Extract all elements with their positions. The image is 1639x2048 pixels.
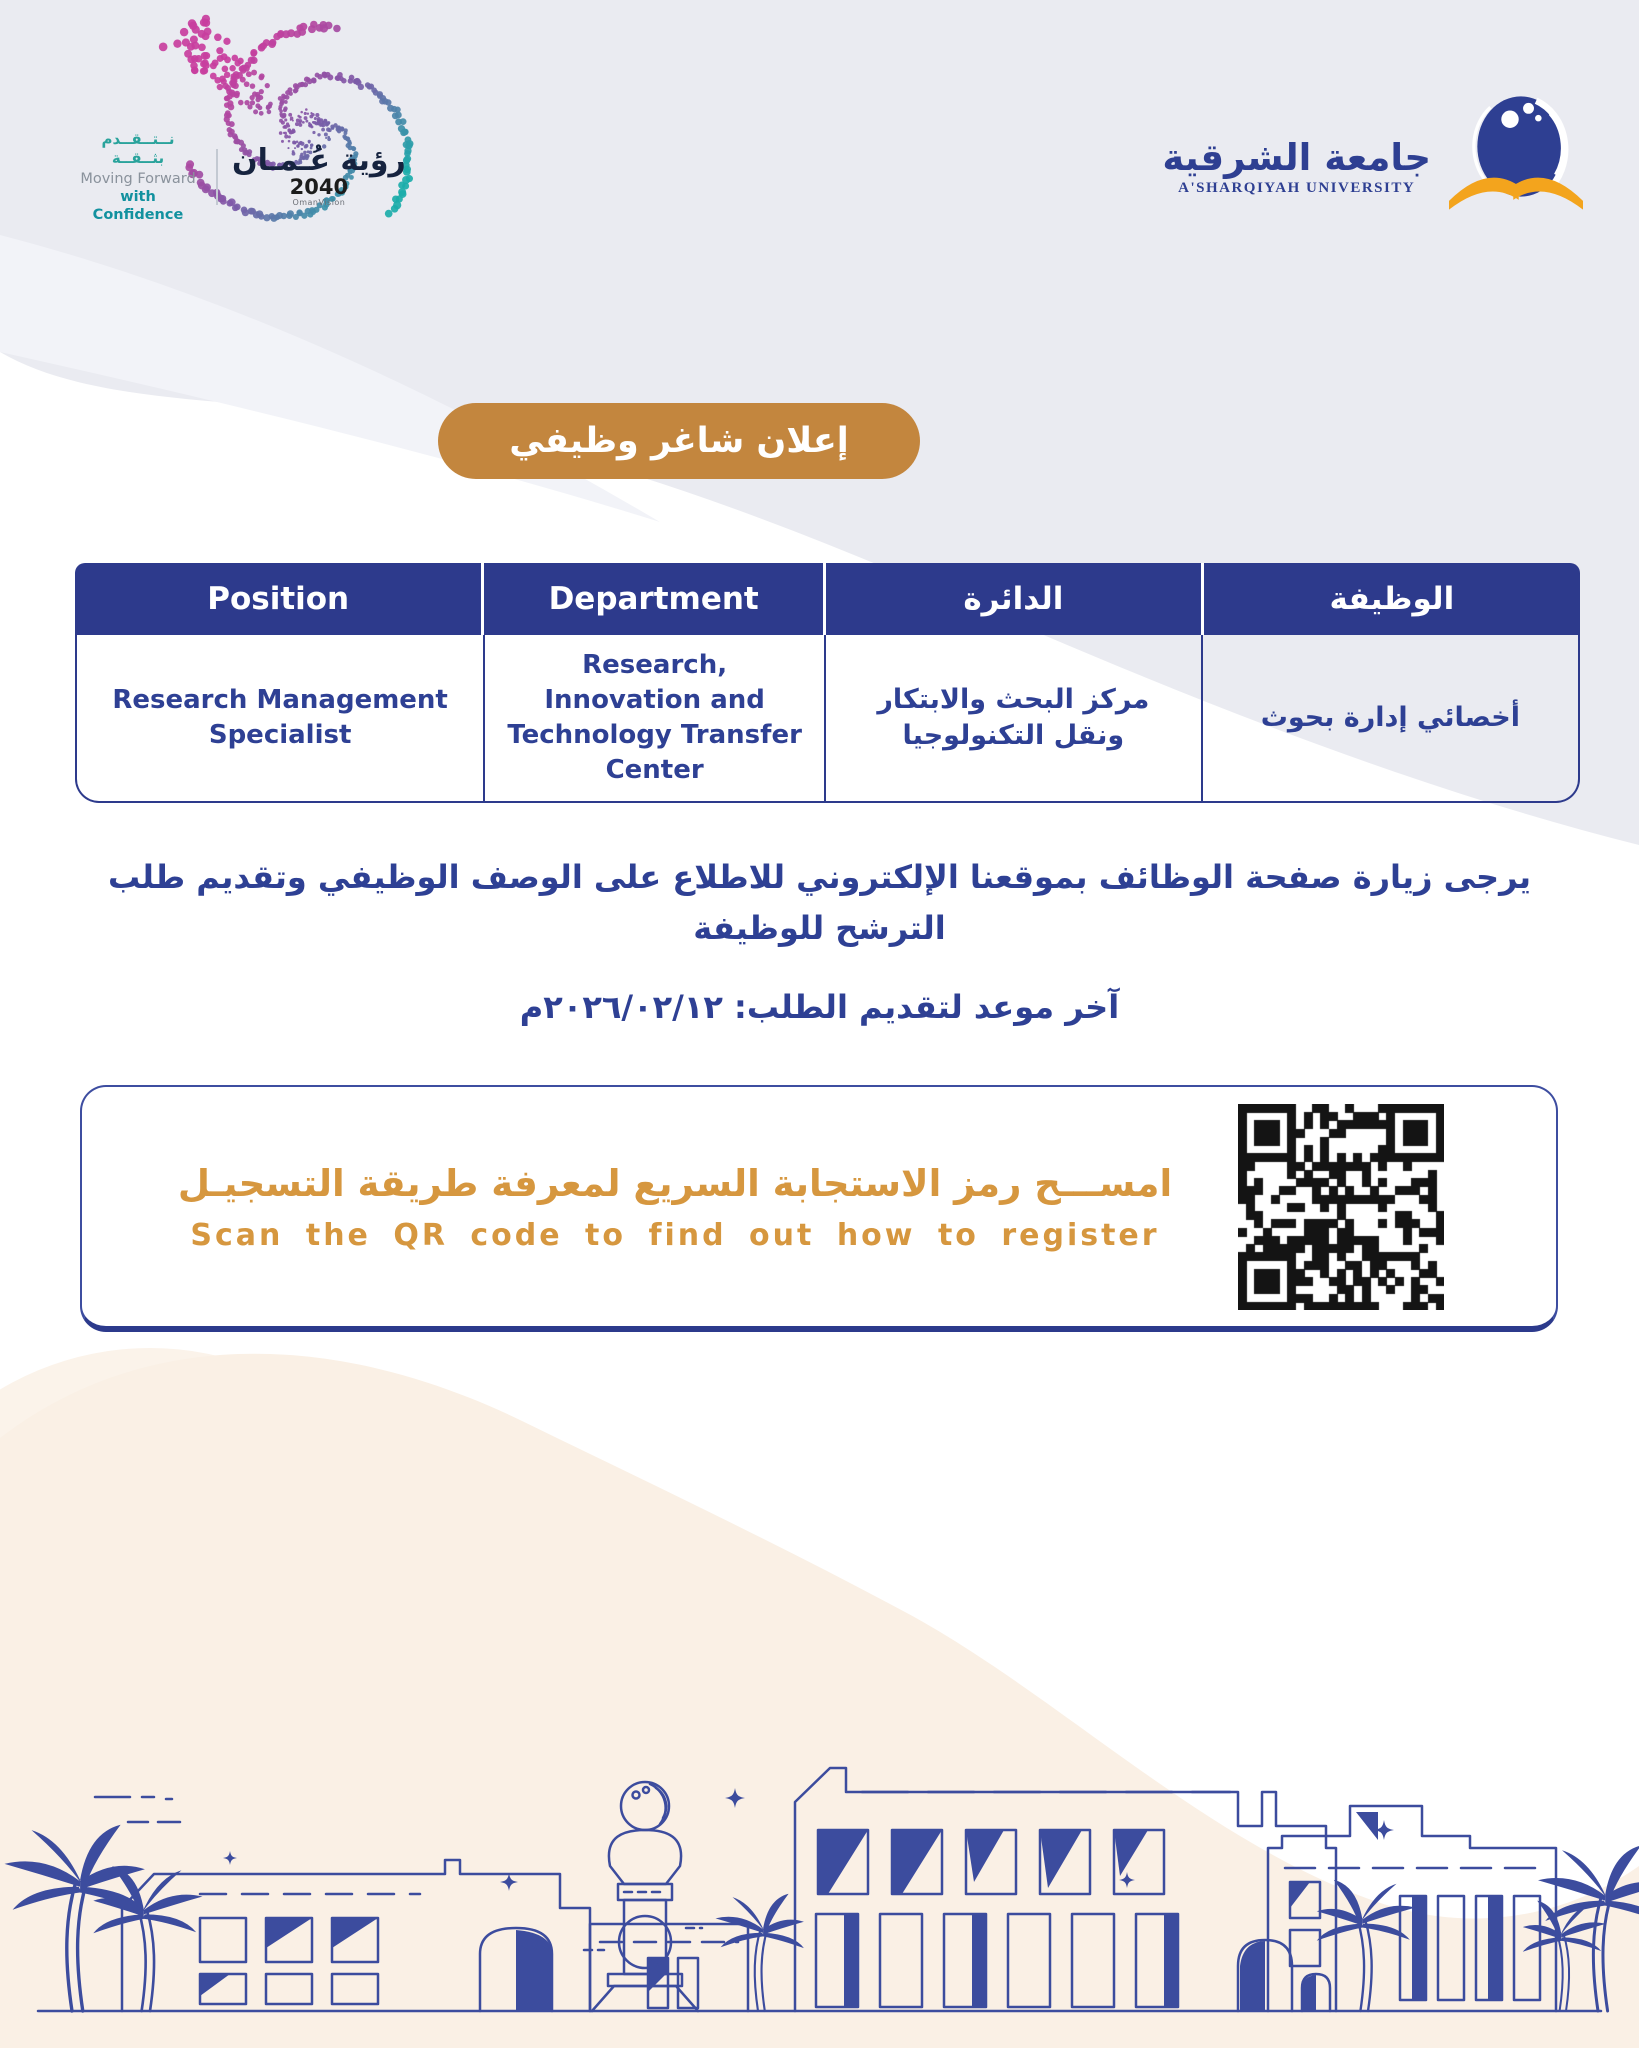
cell-department: Research, Innovation and Technology Transfer Center: [485, 635, 826, 801]
vision-logo-divider: [216, 149, 218, 205]
vision-title-block: [232, 143, 406, 208]
qr-instruction-arabic: امســـح رمز الاستجابة السريع لمعرفة طريقة التسجيـل: [177, 1161, 1173, 1205]
announcement-banner: [438, 403, 920, 479]
vision-tagline-english-2: with Confidence: [92, 188, 184, 223]
instructions-text: يرجى زيارة صفحة الوظائف بموقعنا الإلكتروني للاطلاع على الوصف الوظيفي وتقديم طلب الترشح للوظيفة: [108, 858, 1531, 948]
vision-tagline-english-1: Moving Forward: [80, 170, 196, 187]
cell-job-arabic: أخصائي إدارة بحوث: [1260, 701, 1520, 733]
oman-vision-2040-logo: [60, 22, 490, 232]
university-logo: [1162, 92, 1591, 214]
university-emblem-icon: [1441, 92, 1591, 214]
campus-illustration: [0, 1530, 1639, 2048]
university-name-arabic: جامعة الشرقية: [1162, 136, 1431, 180]
qr-code: [1238, 1104, 1444, 1310]
header-position: Position: [75, 563, 484, 635]
qr-instructions: [82, 1160, 1238, 1253]
vision-tagline-arabic: نــتــقــدم بثــقــة: [101, 130, 175, 167]
vision-title-arabic: رؤية عُـمـان: [232, 143, 406, 179]
university-name: [1162, 137, 1431, 197]
vision-logo-text: [74, 130, 406, 224]
vision-tagline: [74, 130, 202, 224]
deadline-text: آخر موعد لتقديم الطلب: ٢٠٢٦/٠٢/١٢م: [519, 988, 1120, 1026]
table-row: [75, 635, 1580, 803]
header-job-arabic: الوظيفة: [1329, 581, 1455, 617]
vacancy-table: [75, 563, 1580, 803]
qr-instruction-english: Scan the QR code to find out how to register: [190, 1218, 1160, 1254]
header-department: Department: [484, 563, 826, 635]
qr-section: [80, 1085, 1558, 1332]
vacancy-table-header: [75, 563, 1580, 635]
cell-position: Research Management Specialist: [77, 635, 485, 801]
vision-year: 2040: [289, 175, 349, 200]
cell-department-arabic: مركز البحث والابتكار ونقل التكنولوجيا: [826, 635, 1203, 801]
vision-subtitle: OmanVision: [292, 198, 346, 208]
header-department-arabic: الدائرة: [826, 563, 1204, 635]
announcement-banner-title: إعلان شاغر وظيفي: [509, 421, 849, 461]
university-name-english: A'SHARQIYAH UNIVERSITY: [1178, 179, 1416, 196]
